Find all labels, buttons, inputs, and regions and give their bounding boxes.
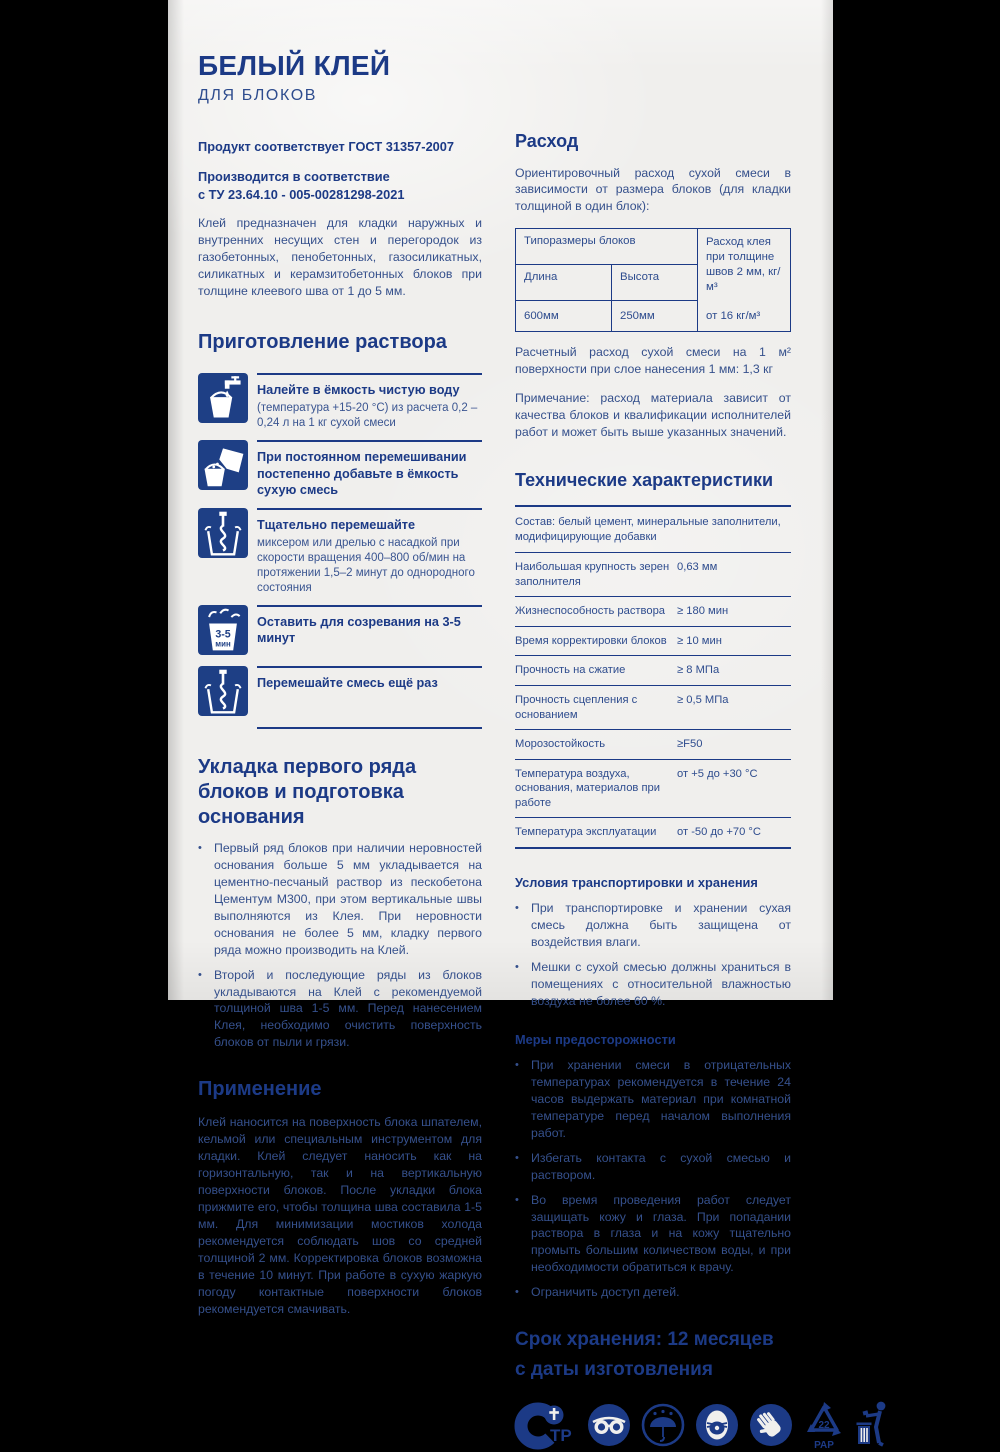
spec-row [515, 729, 791, 759]
section-heading-storage: Условия транспортировки и хранения [515, 874, 758, 890]
spec-label: Жизнеспособность раствора [515, 605, 666, 618]
protective-gloves-icon [749, 1403, 793, 1447]
shelf-life-heading [515, 1325, 791, 1384]
list-item [515, 959, 791, 1010]
bullet-dot: • [515, 1151, 519, 1164]
specs-composition: Состав: белый цемент, минеральные заполнители, модифицирующие добавки [515, 516, 781, 543]
spec-row [515, 685, 791, 729]
spec-value: ≥ 10 мин [677, 634, 722, 647]
list-item-text: Мешки с сухой смесью должны храниться в помещениях с относительной влажностью воздуха не более 60 %. [531, 959, 791, 1008]
bullet-dot: • [515, 1193, 519, 1206]
storage-bullets [515, 900, 791, 1010]
spec-label: Прочность на сжатие [515, 664, 626, 677]
step-title: Оставить для созревания на 3-5 минут [257, 614, 461, 646]
list-item [515, 1150, 791, 1184]
step-text [257, 666, 482, 722]
spec-value: ≥ 0,5 МПа [677, 694, 729, 706]
section-heading-first-row: Укладка первого ряда блоков и подготовка основания [198, 755, 417, 828]
table-col-height: Высота [612, 265, 697, 301]
step-text [257, 508, 482, 600]
spec-label: Наибольшая крупность зерен заполнителя [515, 561, 670, 588]
consumption-intro: Ориентировочный расход сухой смеси в зависимости от размера блоков (для кладки толщиной в один блок): [515, 165, 791, 214]
step-title: Налейте в ёмкость чистую воду [257, 382, 460, 397]
step-title: Тщательно перемешайте [257, 517, 416, 532]
spec-row [515, 817, 791, 847]
bullet-dot: • [198, 968, 202, 981]
spec-value: ≥ 180 мин [677, 605, 729, 618]
footer-icons-row [515, 1398, 834, 1452]
consumption-disclaimer: Примечание: расход материала зависит от качества блоков и квалификации исполнителей работ и может быть выше указанных значений. [515, 390, 791, 439]
bullet-dot: • [515, 1286, 519, 1299]
calc-consumption-note: Расчетный расход сухой смеси на 1 м² поверхности при слое нанесения 1 мм: 1,3 кг [515, 344, 791, 376]
dispose-properly-icon [855, 1399, 893, 1451]
specs-table [515, 505, 791, 849]
bullet-dot: • [515, 1058, 519, 1071]
tu-line-1: Производится в соответствие [198, 169, 390, 185]
spec-label: Температура эксплуатации [515, 826, 657, 839]
spec-row [515, 655, 791, 685]
list-item-text: При хранении смеси в отрицательных температурах рекомендуется в течение 24 часов выдержать материал при комнатной температуре перед началом выполнения работ. [531, 1057, 791, 1140]
spec-row [515, 626, 791, 656]
table-col-length: Длина [516, 265, 612, 301]
list-item-text: Избегать контакта с сухой смесью и раствором. [531, 1150, 791, 1182]
step-title: При постоянном перемешивании постепенно добавьте в ёмкость сухую смесь [257, 450, 467, 498]
spec-row [515, 596, 791, 626]
spec-label: Прочность сцепления с основанием [515, 694, 638, 721]
svg-text:22: 22 [818, 1420, 830, 1432]
consumption-table [515, 228, 791, 331]
tu-line-2: с ТУ 23.64.10 - 005-00281298-2021 [198, 186, 405, 202]
respirator-icon [695, 1403, 739, 1447]
spec-value: 0,63 мм [677, 561, 718, 574]
list-item [198, 967, 482, 1052]
tu-compliance-line [198, 168, 482, 203]
spec-label: Время корректировки блоков [515, 634, 667, 647]
bullet-dot: • [198, 841, 202, 854]
specs-rows [515, 552, 791, 847]
product-intro-text: Клей предназначен для кладки наружных и внутренних несущих стен и перегородок из газобетонных, пенобетонных, газосиликатных, силикатных и керамзитобетонных блоков при толщине клеевого шва от 1 до 5 мм. [198, 215, 482, 298]
preparation-step [198, 440, 482, 503]
step-note: миксером или дрелью с насадкой при скорости вращения 400–800 об/мин на протяжении 1,5–2 минут до однородного состояния [257, 537, 475, 594]
application-text: Клей наносится на поверхность блока шпателем, кельмой или специальным инструментом для кладки. Клей следует наносить как на горизонтальную, так и на вертикальную поверхности блоков. После укладки блока прижмите его, чтобы толщина шва составила 1-5 мм. Для минимизации мостиков холода рекомендуется соблюдать шов со средней толщиной 2 мм. Корректировка блоков возможна в течение 10 минут. При работе в сухую жаркую погоду контактные поверхности блоков рекомендуется смачивать. [198, 1115, 482, 1317]
section-heading-preparation: Приготовление раствора [198, 330, 447, 353]
left-column [198, 0, 482, 1318]
eye-protection-icon [587, 1403, 631, 1447]
step-title: Перемешайте смесь ещё раз [257, 675, 438, 690]
table-header-rate: Расход клея при толщине швов 2 мм, кг/м³ [697, 229, 790, 300]
preparation-step [198, 605, 482, 661]
section-heading-application: Применение [198, 1078, 322, 1101]
section-heading-consumption: Расход [515, 131, 579, 151]
spec-value: от +5 до +30 °C [677, 767, 758, 780]
list-item [515, 1057, 791, 1142]
spec-value: ≥F50 [677, 738, 703, 751]
shelf-life-line-2: с даты изготовления [515, 1358, 713, 1380]
pour-dry-mix-bag-icon [198, 440, 248, 490]
table-value-length: 600мм [516, 301, 612, 331]
recycling-22-pap-icon [803, 1399, 845, 1451]
mixer-drill-icon [198, 666, 248, 716]
shelf-life-line-1: Срок хранения: 12 месяцев [515, 1329, 774, 1351]
list-item [515, 900, 791, 951]
precautions-bullets [515, 1057, 791, 1302]
svg-text:PAP: PAP [814, 1440, 834, 1452]
step-text [257, 605, 482, 661]
first-row-bullets [198, 840, 482, 1052]
bullet-dot: • [515, 960, 519, 973]
spec-row [515, 759, 791, 818]
list-item-text: Второй и последующие ряды из блоков укладываются на Клей с рекомендуемой толщиной шва 1-5 мм. Перед нанесением Клея, необходимо очистить поверхность блоков от пыли и грязи. [214, 967, 482, 1050]
table-value-rate: от 16 кг/м³ [697, 301, 790, 331]
product-title: БЕЛЫЙ КЛЕЙ [198, 50, 391, 81]
eac-tr-certification-icon [515, 1398, 577, 1452]
preparation-step [198, 508, 482, 600]
preparation-step [198, 666, 482, 722]
section-heading-specs: Технические характеристики [515, 469, 774, 490]
svg-text:мин: мин [215, 639, 231, 649]
list-item-text: При транспортировке и хранении сухая смесь должна быть защищена от воздействия влаги. [531, 900, 791, 949]
step-note: (температура +15-20 °C) из расчета 0,2 – 0,24 л на 1 кг сухой смеси [257, 402, 478, 430]
spec-value: ≥ 8 МПа [677, 664, 720, 677]
bullet-dot: • [515, 901, 519, 914]
spec-value: от -50 до +70 °C [677, 826, 761, 839]
list-item [515, 1284, 791, 1301]
spec-row [515, 552, 791, 596]
steps-end-rule [257, 727, 482, 729]
step-text [257, 440, 482, 503]
table-value-height: 250мм [620, 309, 655, 322]
list-item [515, 1192, 791, 1277]
label-paper [168, 0, 834, 1452]
spec-label: Температура воздуха, основания, материалов при работе [515, 767, 660, 809]
mixer-drill-icon [198, 508, 248, 558]
spec-label: Морозостойкость [515, 738, 606, 751]
preparation-steps [198, 373, 482, 722]
list-item-text: Первый ряд блоков при наличии неровностей основания больше 5 мм укладывается на цементно-песчаный раствор из пескобетона Цементум М300, при этом вертикальные швы выполняются из Клея. При неровности основания не более 5 мм, кладку первого ряда можно производить на Клей. [214, 840, 482, 957]
section-heading-precautions: Меры предосторожности [515, 1031, 676, 1047]
preparation-step [198, 373, 482, 435]
list-item [198, 840, 482, 959]
table-header-sizes: Типоразмеры блоков [516, 229, 697, 265]
product-subtitle: ДЛЯ БЛОКОВ [198, 87, 318, 104]
svg-text:ТР: ТР [550, 1426, 572, 1446]
svg-text:3-5: 3-5 [215, 628, 231, 641]
tap-water-bucket-icon [198, 373, 248, 423]
gost-compliance-line: Продукт соответствует ГОСТ 31357-2007 [198, 139, 455, 154]
step-text [257, 373, 482, 435]
right-column [515, 0, 834, 1452]
list-item-text: Во время проведения работ следует защищать кожу и глаза. При попадании раствора в глаза и на кожу тщательно промыть большим количеством воды, и при необходимости обратиться к врачу. [531, 1192, 791, 1275]
list-item-text: Ограничить доступ детей. [531, 1285, 680, 1300]
wait-3-5-min-icon [198, 605, 248, 655]
keep-dry-umbrella-icon [641, 1403, 685, 1447]
